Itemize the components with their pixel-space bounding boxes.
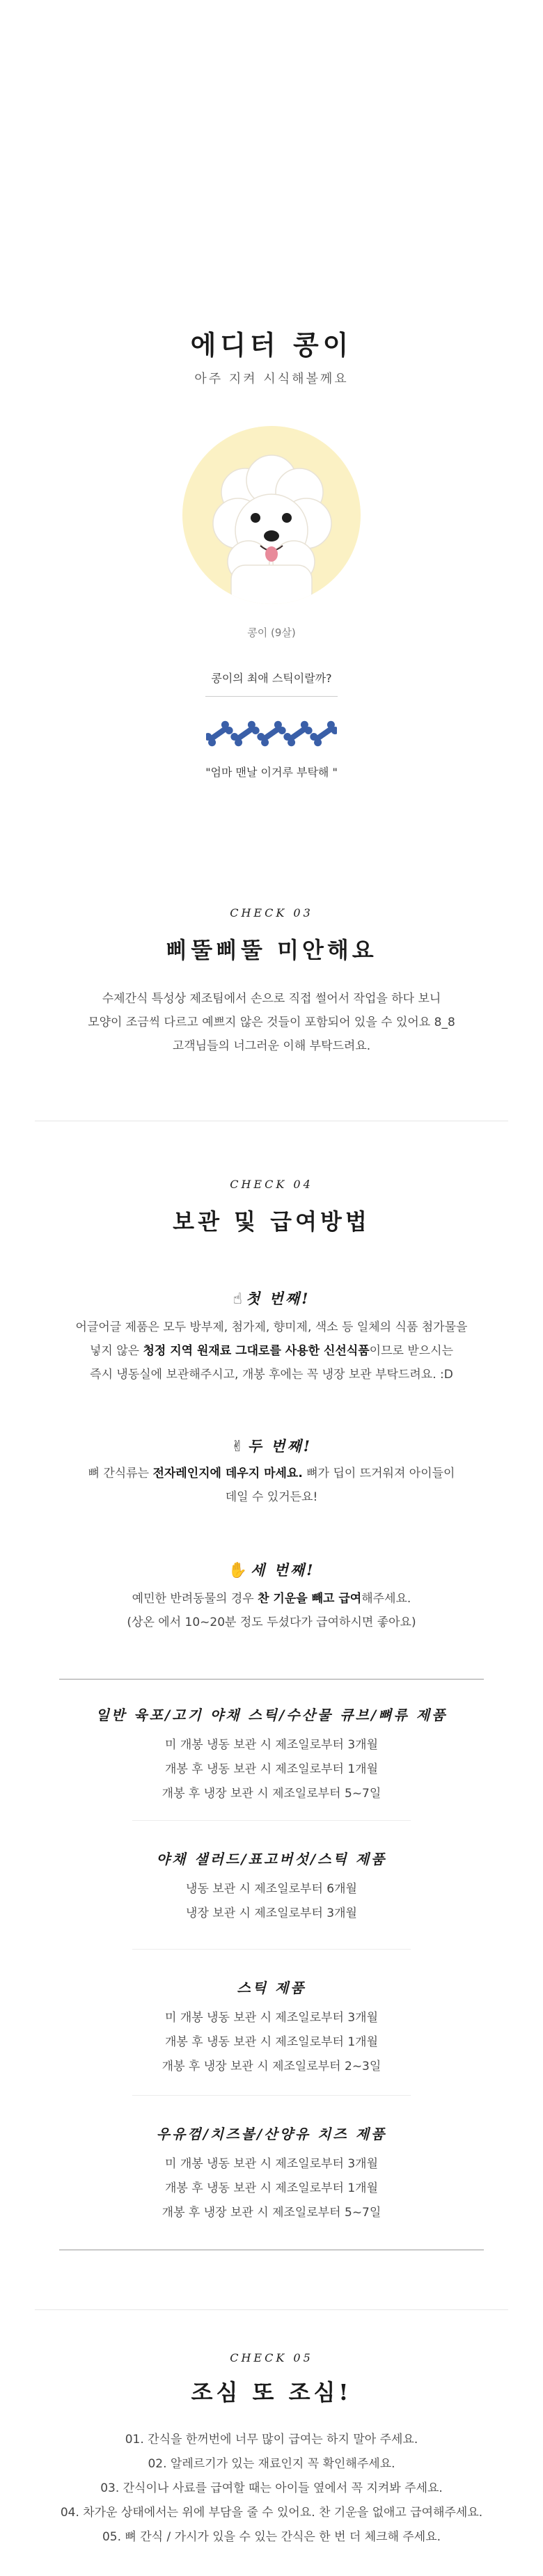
storage-row: 미 개봉 냉동 보관 시 제조일로부터 3개월	[165, 1738, 378, 1752]
storage-divider	[132, 1820, 411, 1821]
question-divider	[205, 696, 338, 697]
third-heading-text: 세 번째!	[251, 1561, 315, 1579]
third-line-part: 해주세요.	[361, 1592, 411, 1606]
dog-caption: 콩이 (9살)	[247, 626, 296, 639]
check05-label: CHECK 05	[230, 2351, 313, 2364]
first-heading	[0, 1288, 543, 1309]
check04-label: CHECK 04	[230, 1178, 313, 1191]
section-divider	[35, 2309, 508, 2310]
storage-row: 냉장 보관 시 제조일로부터 3개월	[186, 1906, 357, 1920]
third-line-bold: 찬 기운을 빼고 급여	[258, 1592, 362, 1606]
second-line-part: 뼈가 딥이 뜨거워져 아이들이	[302, 1467, 455, 1480]
storage-table-top-border	[59, 1679, 484, 1680]
first-line-part: 이므로 받으시는	[369, 1344, 454, 1358]
dog-photo	[182, 426, 361, 604]
bone-rating	[206, 717, 337, 750]
hand-three-icon: ✋	[228, 1562, 247, 1579]
storage-row: 개봉 후 냉동 보관 시 제조일로부터 1개월	[165, 1762, 378, 1776]
bone-icon	[229, 720, 261, 748]
check03-line: 고객님들의 너그러운 이해 부탁드려요.	[172, 1039, 371, 1053]
third-line-part: 예민한 반려동물의 경우	[132, 1592, 258, 1606]
caution-item: 05. 뼈 간식 / 가시가 있을 수 있는 간식은 한 번 더 체크해 주세요.	[102, 2530, 441, 2544]
third-line	[0, 1587, 543, 1611]
storage-heading: 우유껌/치즈볼/산양유 치즈 제품	[156, 2126, 387, 2142]
third-line: (상온 에서 10~20분 정도 두셨다가 급여하시면 좋아요)	[127, 1615, 416, 1629]
storage-rows	[0, 2006, 543, 2079]
editor-subtitle: 아주 지켜 시식해볼께요	[194, 372, 349, 386]
storage-rows	[0, 1733, 543, 1806]
check03-label: CHECK 03	[230, 906, 313, 919]
bone-icon	[282, 720, 314, 748]
caution-item: 02. 알레르기가 있는 재료인지 꼭 확인해주세요.	[148, 2457, 395, 2471]
caution-item: 01. 간식을 한꺼번에 너무 많이 급여는 하지 말아 주세요.	[125, 2433, 418, 2447]
storage-row: 개봉 후 냉동 보관 시 제조일로부터 1개월	[165, 2035, 378, 2049]
first-line-bold: 청정 지역 원재료 그대로를 사용한 신선식품	[143, 1344, 370, 1358]
storage-divider	[132, 1949, 411, 1950]
third-heading	[0, 1559, 543, 1580]
check03-line: 모양이 조금씩 다르고 예쁘지 않은 것들이 포함되어 있을 수 있어요 8_8	[88, 1016, 455, 1029]
second-line	[0, 1462, 543, 1485]
first-line: 어글어글 제품은 모두 방부제, 첨가제, 향미제, 색소 등 일체의 식품 첨가물을	[75, 1320, 468, 1334]
second-body	[0, 1462, 543, 1509]
check05-list	[0, 2428, 543, 2550]
storage-row: 개봉 후 냉동 보관 시 제조일로부터 1개월	[165, 2181, 378, 2195]
storage-rows	[0, 2152, 543, 2225]
editor-title: 에디터 콩이	[190, 329, 353, 361]
storage-row: 냉동 보관 시 제조일로부터 6개월	[186, 1882, 357, 1896]
second-line-bold: 전자레인지에 데우지 마세요.	[152, 1467, 303, 1480]
bone-icon	[206, 720, 235, 748]
storage-row: 개봉 후 냉장 보관 시 제조일로부터 5~7일	[162, 2206, 381, 2220]
storage-heading: 스틱 제품	[237, 1980, 306, 1996]
first-body	[0, 1315, 543, 1386]
favorite-quote: "엄마 맨날 이거루 부탁해 "	[205, 766, 338, 779]
first-line: 즉시 냉동실에 보관해주시고, 개봉 후에는 꼭 냉장 보관 부탁드려요. :D	[90, 1368, 453, 1382]
storage-row: 미 개봉 냉동 보관 시 제조일로부터 3개월	[165, 2011, 378, 2025]
first-line	[0, 1339, 543, 1363]
first-heading-text: 첫 번째!	[246, 1290, 310, 1307]
storage-divider	[132, 2095, 411, 2096]
first-line-part: 넣지 않은	[89, 1344, 143, 1358]
check05-title: 조심 또 조심!	[191, 2379, 352, 2405]
storage-heading: 일반 육포/고기 야채 스틱/수산물 큐브/뼈류 제품	[95, 1707, 448, 1723]
storage-row: 개봉 후 냉장 보관 시 제조일로부터 2~3일	[162, 2060, 381, 2073]
check03-body	[0, 987, 543, 1058]
caution-item: 03. 간식이나 사료를 급여할 때는 아이들 옆에서 꼭 지켜봐 주세요.	[100, 2481, 443, 2495]
check03-title: 삐뚤삐뚤 미안해요	[166, 937, 377, 963]
hand-two-icon: ✌	[231, 1438, 244, 1455]
second-line-part: 뼈 간식류는	[88, 1467, 153, 1480]
storage-row: 개봉 후 냉장 보관 시 제조일로부터 5~7일	[162, 1787, 381, 1801]
storage-rows	[0, 1877, 543, 1926]
third-body	[0, 1587, 543, 1634]
check03-line: 수제간식 특성상 제조팀에서 손으로 직접 썰어서 작업을 하다 보니	[102, 992, 441, 1006]
second-heading-text: 두 번째!	[247, 1437, 312, 1455]
check04-title: 보관 및 급여방법	[173, 1208, 370, 1235]
bone-icon	[255, 720, 288, 748]
caution-item: 04. 차가운 상태에서는 위에 부담을 줄 수 있어요. 찬 기운을 없애고 급여해주세요.	[60, 2506, 483, 2520]
hand-one-icon: ☝	[233, 1290, 242, 1308]
favorite-question: 콩이의 최애 스틱이랄까?	[211, 672, 332, 685]
bone-rating-chart	[206, 717, 337, 750]
bone-icon	[308, 720, 337, 748]
storage-row: 미 개봉 냉동 보관 시 제조일로부터 3개월	[165, 2157, 378, 2171]
second-line: 데일 수 있거든요!	[225, 1490, 318, 1504]
second-heading	[0, 1435, 543, 1456]
storage-heading: 야채 샐러드/표고버섯/스틱 제품	[156, 1851, 387, 1867]
